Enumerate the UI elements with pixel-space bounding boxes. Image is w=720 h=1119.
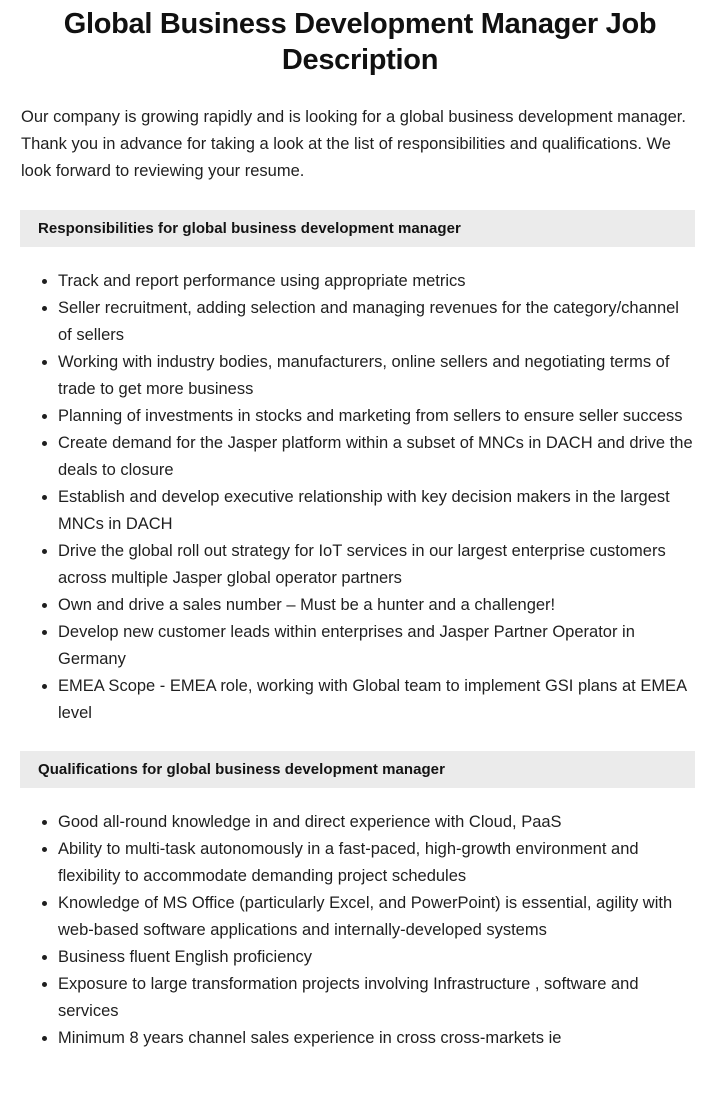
list-item: Drive the global roll out strategy for IoT services in our largest enterprise customers across multiple Jasper global operator partners	[0, 538, 696, 592]
list-item: Knowledge of MS Office (particularly Excel, and PowerPoint) is essential, agility with web-based software applications and internally-developed systems	[0, 890, 696, 944]
list-item: Seller recruitment, adding selection and managing revenues for the category/channel of sellers	[0, 295, 696, 349]
section-header-title: Qualifications for global business development manager	[38, 760, 445, 778]
responsibilities-list	[0, 247, 720, 727]
list-item: Develop new customer leads within enterprises and Jasper Partner Operator in Germany	[0, 619, 696, 673]
list-item: Own and drive a sales number – Must be a hunter and a challenger!	[0, 592, 696, 619]
qualifications-list	[0, 788, 720, 1052]
list-item: Exposure to large transformation projects involving Infrastructure , software and services	[0, 971, 696, 1025]
section-header-responsibilities	[20, 210, 695, 247]
list-item: Track and report performance using appropriate metrics	[0, 268, 696, 295]
list-item: Minimum 8 years channel sales experience in cross cross-markets ie	[0, 1025, 696, 1052]
list-item: Ability to multi-task autonomously in a fast-paced, high-growth environment and flexibility to accommodate demanding project schedules	[0, 836, 696, 890]
page-title: Global Business Development Manager Job Description	[63, 8, 657, 76]
list-item: EMEA Scope - EMEA role, working with Global team to implement GSI plans at EMEA level	[0, 673, 696, 727]
section-header-title: Responsibilities for global business development manager	[38, 219, 461, 237]
list-item: Business fluent English proficiency	[0, 944, 696, 971]
section-responsibilities	[0, 210, 720, 727]
list-item: Working with industry bodies, manufacturers, online sellers and negotiating terms of trade to get more business	[0, 349, 696, 403]
list-item: Establish and develop executive relationship with key decision makers in the largest MNCs in DACH	[0, 484, 696, 538]
section-header-qualifications	[20, 751, 695, 788]
list-item: Create demand for the Jasper platform within a subset of MNCs in DACH and drive the deals to closure	[0, 430, 696, 484]
intro-paragraph: Our company is growing rapidly and is looking for a global business development manager. Thank you in advance for taking a look at the list of responsibilities and qualifications. We look forward to reviewing your resume.	[21, 108, 686, 180]
list-item: Planning of investments in stocks and marketing from sellers to ensure seller success	[0, 403, 696, 430]
list-item: Good all-round knowledge in and direct experience with Cloud, PaaS	[0, 809, 696, 836]
section-qualifications	[0, 751, 720, 1052]
